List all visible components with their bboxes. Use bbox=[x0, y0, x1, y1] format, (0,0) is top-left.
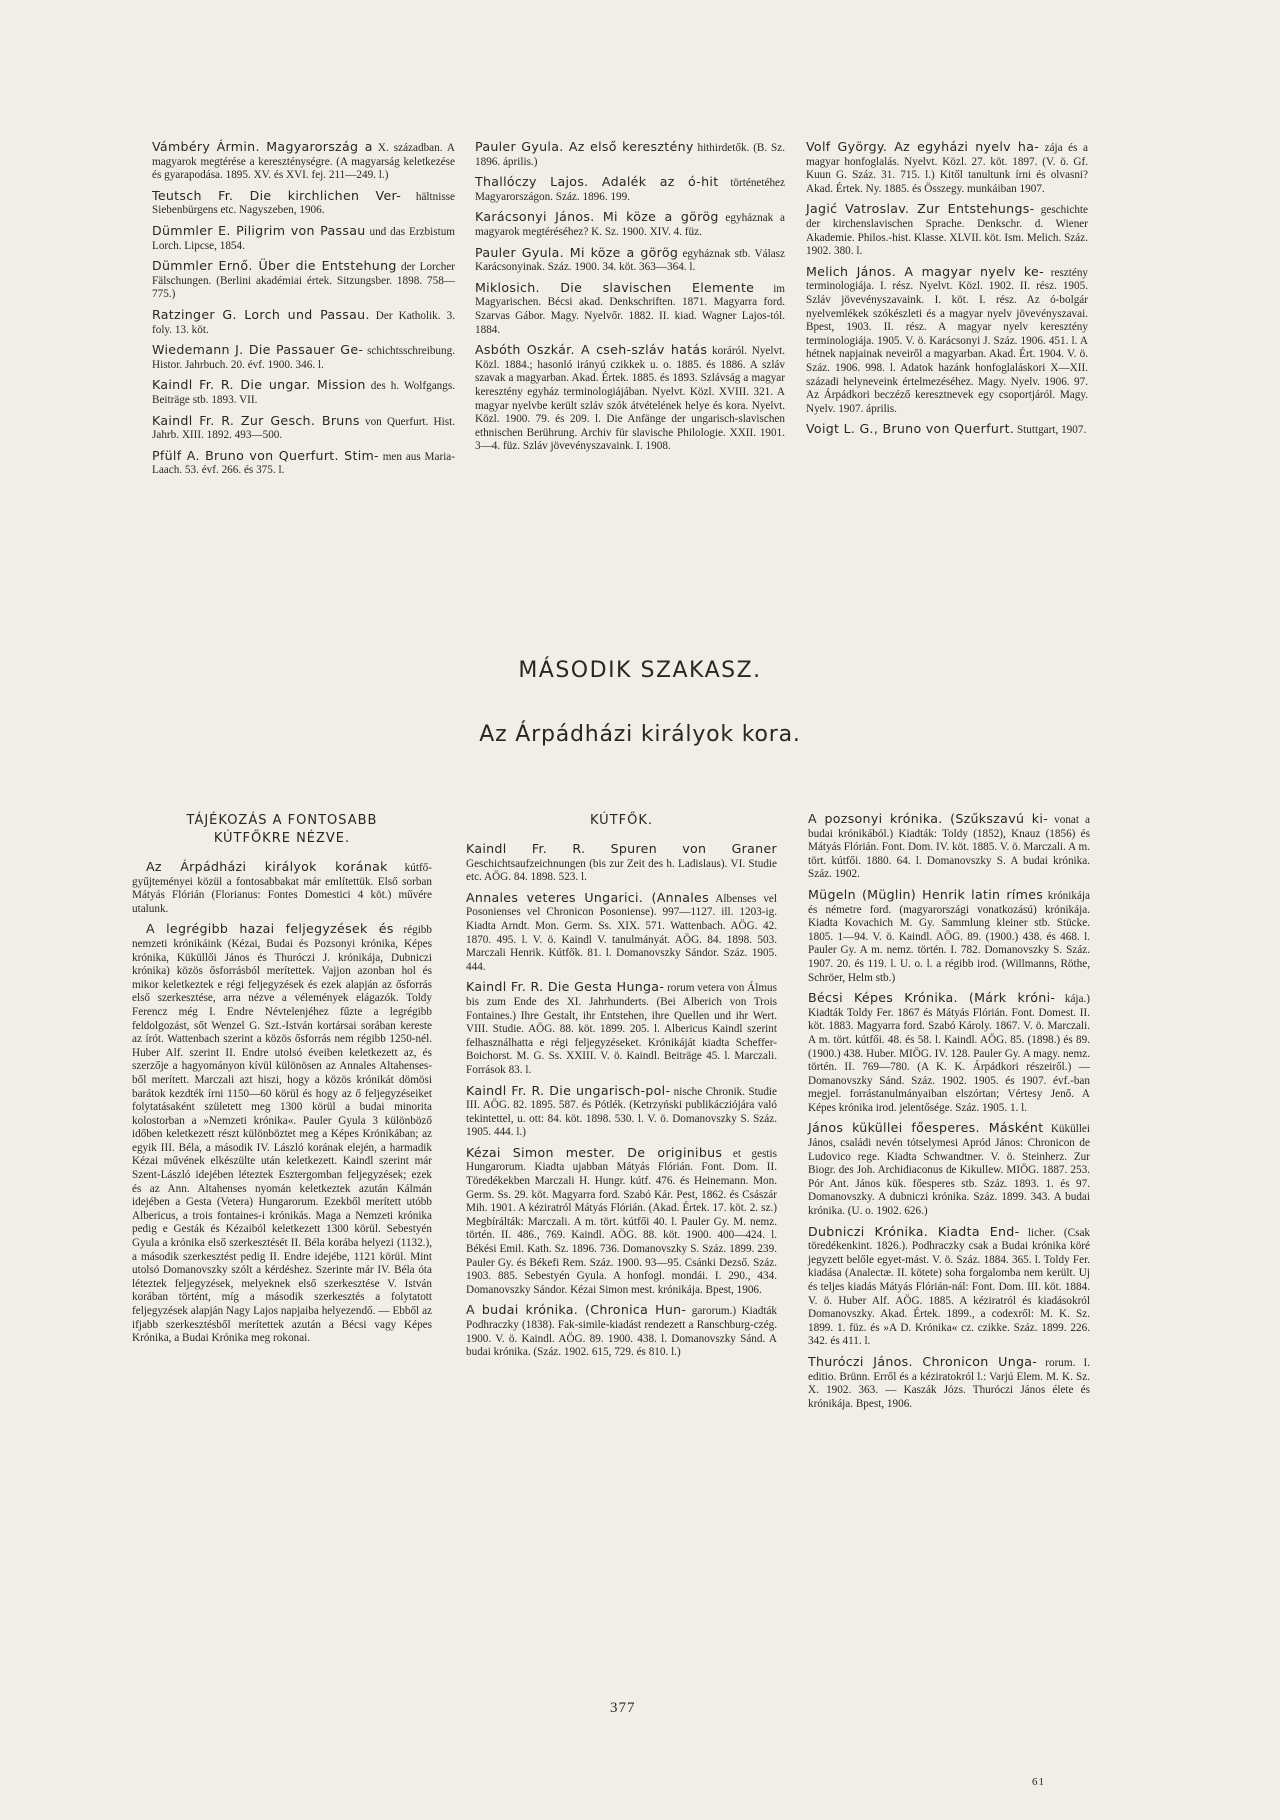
bibliography-entry bbox=[152, 140, 455, 183]
entry-body: des h. Wolfgangs. Beiträge stb. 1893. VII. bbox=[152, 380, 455, 406]
entry-heading: A pozsonyi krónika. (Szűkszavú ki- bbox=[808, 811, 1049, 826]
bottom-column-3 bbox=[808, 812, 1090, 1417]
bibliography-entry bbox=[466, 891, 777, 975]
bibliography-entry bbox=[466, 842, 777, 885]
entry-heading: Wiedemann J. Die Passauer Ge- bbox=[152, 342, 364, 358]
entry-body: hältnisse Siebenbürgens etc. Nagyszeben, 1906. bbox=[152, 190, 455, 217]
entry-body: történetéhez Magyarországon. Száz. 1896. 199. bbox=[475, 177, 785, 203]
entry-body: Stuttgart, 1907. bbox=[1016, 424, 1087, 437]
entry-body: und das Erzbistum Lorch. Lipcse, 1854. bbox=[152, 225, 455, 252]
entry-body: nische Chronik. Studie III. AÖG. 82. 1895. 587. és Pótlék. (Ketrzyński publikácziójára való tekintettel, u. ott: 84. köt. 1898. 530. l. V. ö. Domanovszky S. Száz. 1905. 444. l.) bbox=[466, 1085, 778, 1139]
entry-body: egyháznak stb. Válasz Karácsonyinak. Száz. 1900. 34. köt. 363—364. l. bbox=[475, 247, 785, 274]
paragraph-lead: Az Árpádházi királyok korának bbox=[146, 859, 388, 874]
entry-body: koráról. Nyelvt. Közl. 1884.; hasonló irányú czikkek u. o. 1885. és 1886. A szláv szavak a magyarban. Akad. Értek. 1885. és 1893. Szlávság a magyar keresztény egyház terminologiájában. Nyelvt. Közl. XVIII. 321. A magyar nyelvbe került szláv szók átvételének helye és kora. Nyelvt. Közl. 1900. 79. és 209. l. Die Anfänge der ungarisch-slavischen ethnischen Berührung. Archiv für slavische Philologie. XXII. 1901. 3—4. füz. Szláv jövevényszavaink. I. 1908. bbox=[475, 345, 785, 453]
bibliography-entry bbox=[152, 378, 455, 407]
bibliography-entry bbox=[808, 991, 1090, 1115]
entry-heading: A budai krónika. (Chronica Hun- bbox=[466, 1302, 687, 1318]
entry-body: garorum.) Kiadták Podhraczky (1838). Fak-simile-kiadást rendezett a Ranschburg-czég. 1900. V. ö. Kaindl. AÖG. 89. 1900. 438. l. Domanovszky Sánd. A budai krónika. (Száz. 1902. 615, 729. és 810. l.) bbox=[466, 1305, 777, 1359]
bibliography-entry bbox=[475, 210, 785, 239]
entry-body: vonat a budai krónikából.) Kiadták: Toldy (1852), Knauz (1856) és Mátyás Flórián. Font. Dom. IV. köt. 1885. V. ö. Marczali. A m. tört. kútfői. 1880. 64. l. Domanovszky S. A budai krónika. Száz. 1902. bbox=[808, 814, 1091, 881]
entry-heading: Kaindl Fr. R. Spuren von Graner bbox=[466, 841, 777, 856]
entry-heading: Ratzinger G. Lorch und Passau. bbox=[152, 306, 370, 322]
bottom-column-2 bbox=[466, 812, 777, 1366]
entry-heading: Asbóth Oszkár. A cseh-szláv hatás bbox=[475, 342, 708, 358]
page-number: 377 bbox=[610, 1700, 636, 1716]
entry-heading: Kaindl Fr. R. Die ungarisch-pol- bbox=[466, 1082, 671, 1098]
orientation-heading-line1: TÁJÉKOZÁS A FONTOSABB bbox=[186, 813, 378, 828]
signature-mark: 61 bbox=[1032, 1776, 1045, 1788]
bibliography-entry bbox=[475, 343, 785, 454]
entry-heading: Melich János. A magyar nyelv ke- bbox=[806, 263, 1044, 279]
entry-heading: Voigt L. G., Bruno von Querfurt. bbox=[806, 421, 1015, 437]
paragraph-lead: A legrégibb hazai feljegyzések és bbox=[146, 921, 394, 937]
entry-heading: Teutsch Fr. Die kirchlichen Ver- bbox=[152, 187, 402, 203]
entry-body: zája és a magyar honfoglalás. Nyelvt. Közl. 27. köt. 1897. (V. ö. Gf. Kuun G. Száz. 31. 715. l.) Kitől tanultunk írni és olvasni? Akad. Értek. Ny. 1885. és Összegy. munkáiban 1907. bbox=[806, 142, 1089, 195]
bibliography-entry bbox=[806, 202, 1088, 258]
entry-body: krónikája és németre ford. (magyarországi vonatkozású) krónikája. Kiadta Kovachich M. Gy. Sammlung kleiner stb. Stücke. 1805. 1—94. V. ö. Kaindl. AÖG. 89. (1900.) 438. és 468. l. Pauler Gy. A m. nemz. történ. I. 782. Domanovszky S. Száz. 1907. 20. és 119. l. U. o. l. a régibb irod. (Willmanns, Röthe, Schröer, Helm stb.) bbox=[808, 889, 1090, 984]
top-column-1 bbox=[152, 140, 455, 484]
entry-body: X. században. A magyarok megtérése a kereszténységre. (A magyarság keletkezése és gyarapodása. 1895. XV. és XVI. fej. 211—249. l.) bbox=[152, 142, 455, 182]
orientation-heading-line2: KÚTFŐKRE NÉZVE. bbox=[213, 831, 351, 846]
body-paragraph bbox=[132, 922, 432, 1345]
entry-heading: Kaindl Fr. R. Die ungar. Mission bbox=[152, 377, 366, 393]
entry-heading: Dümmler Ernő. Über die Entstehung bbox=[152, 258, 397, 274]
entry-body: licher. (Csak töredékenkint. 1826.). Podhraczky csak a Budai krónika köré jegyzett belőle egyet-mást. V. ö. Száz. 1884. 365. l. Toldy Fer. kiadása (Analectæ. II. kötete) soha forgalomba nem került. Uj és teljes kiadás Mátyás Flórián-nál: Font. Dom. III. köt. 1884. V. ö. Huber Alf. AÖG. 1885. A kéziratról és kiadásokról Domanovszky. Akad. Értek. 1899., a codexről: M. K. Sz. 1899. 1. füz. és »A D. Krónika« cz. czikke. Száz. 1899. 226. 342. és 411. l. bbox=[808, 1226, 1091, 1348]
entry-heading: Miklosich. Die slavischen Elemente bbox=[475, 279, 755, 295]
bibliography-entry bbox=[152, 343, 455, 372]
entry-heading: Dubniczi Krónika. Kiadta End- bbox=[808, 1223, 1020, 1239]
entry-heading: János küküllei főesperes. Másként bbox=[808, 1120, 1044, 1136]
entry-heading: Thuróczi János. Chronicon Unga- bbox=[808, 1353, 1038, 1369]
paragraph-body: kútfő-gyűjteményei közül a fontosabbakat már említettük. Első sorban Mátyás Flórián (Florianus: Fontes Domestici 4 köt.) művére utalunk. bbox=[132, 862, 432, 915]
entry-heading: Pfülf A. Bruno von Querfurt. Stim- bbox=[152, 447, 379, 463]
bottom-column-1 bbox=[132, 812, 432, 1352]
entry-heading: Jagić Vatroslav. Zur Entstehungs- bbox=[806, 201, 1035, 217]
entry-body: Albenses vel Posonienses vel Chronicon Posoniense). 997—1127. ill. 1203-ig. Kiadta Arndt. Mon. Germ. Ss. XIX. 571. Wattenbach. AÖG. 42. 1870. 495. l. V. ö. Kaindl V. tanulmányát. AÖG. 84. 1898. 503. Marczali Henrik. Kútfők. 81. l. Domanovszky Sándor. Száz. 1905. 444. bbox=[466, 892, 777, 973]
entry-heading: Thallóczy Lajos. Adalék az ó-hit bbox=[475, 174, 719, 190]
entry-body: Geschichtsaufzeichnungen (bis zur Zeit des h. Ladislaus). VI. Studie etc. AÖG. 84. 1898. 523. l. bbox=[466, 857, 777, 884]
bibliography-entry bbox=[475, 246, 785, 275]
entry-body: der Lorcher Fälschungen. (Berlini akadémiai értek. Sitzungsber. 1898. 758—775.) bbox=[152, 261, 455, 301]
bibliography-entry bbox=[808, 1355, 1090, 1411]
bibliography-entry bbox=[152, 308, 455, 337]
orientation-heading bbox=[132, 812, 432, 848]
entry-body: men aus Maria-Laach. 53. évf. 266. és 375. l. bbox=[152, 450, 455, 477]
section-title: Az Árpádházi királyok kora. bbox=[479, 722, 801, 747]
entry-heading: Dümmler E. Piligrim von Passau bbox=[152, 222, 366, 238]
entry-body: geschichte der kirchenslavischen Sprache. Denkschr. d. Wiener Akademie. Philos.-hist. Klasse. XLVII. köt. Ism. Melich. Száz. 1902. 380. l. bbox=[806, 204, 1088, 258]
top-column-2 bbox=[475, 140, 785, 460]
entry-heading: Pauler Gyula. Mi köze a görög bbox=[475, 244, 679, 260]
bibliography-entry bbox=[466, 1146, 777, 1298]
entry-body: rorum vetera von Álmus bis zum Ende des XI. Jahrhunderts. (Bei Alberich von Trois Fontaines.) Ihre Gestalt, ihr Entstehen, ihre Quellen und ihr Wert. VIII. Studie. AÖG. 88. köt. 1899. 205. l. Albericus Kaindl szerint felhasználhatta e régi feljegyzéseket. Krónikáját kiadta Scheffer-Boichorst. M. G. Ss. XXIII. V. ö. Kaindl. Beiträge 45. l. Marczali. Források 83. l. bbox=[466, 982, 778, 1076]
bibliography-entry bbox=[808, 812, 1090, 882]
bibliography-entry bbox=[808, 1225, 1090, 1349]
bibliography-entry bbox=[152, 449, 455, 478]
entry-body: resztény terminologiája. I. rész. Nyelvt. Közl. 1902. II. rész. 1905. Szláv jövevényszavaink. I. köt. I. rész. Az ó-bolgár nyelvemlékek szókészleti és a magyar nyelv jövevényszavai. Bpest, 1903. II. rész. A magyar nyelv keresztény terminologiája. 1905. V. ö. Karácsonyi J. Száz. 1906. 451. l. A hétnek napjainak neveiről a magyarban. Akad. Ért. 1904. V. ö. Száz. 1906. 998. l. Adatok hazánk honfoglaláskori X—XII. századi helyneveink értelmezéséhez. Magy. Nyelv. 1906. 97. Az Árpádkori beczéző keresztnevek egy csoportjáról. Magy. Nyelv. 1907. április. bbox=[806, 266, 1089, 415]
entry-body: egyháznak a magyarok megtéréséhez? K. Sz. 1900. XIV. 4. füz. bbox=[475, 212, 786, 238]
entry-heading: Karácsonyi János. Mi köze a görög bbox=[475, 209, 719, 225]
entry-heading: Mügeln (Müglin) Henrik latin rímes bbox=[808, 886, 1044, 902]
entry-body: Küküllei János, családi nevén tótselymesi Apród János: Chronicon de Ludovico rege. Kiadta Schwandtner. V. ö. Steinherz. Zur Biogr. des Joh. Archidiaconus de Kikullew. MIÖG. 1887. 253. Pór Ant. János kük. főesperes stb. Száz. 1893. 1. és 97. Domanovszky. A dubniczi krónika. Száz. 1899. 343. A budai krónika. (U. o. 1902. 626.) bbox=[808, 1123, 1090, 1218]
entry-body: von Querfurt. Hist. Jahrb. XIII. 1892. 493—500. bbox=[152, 415, 456, 442]
entry-heading: Vámbéry Ármin. Magyarország a bbox=[152, 139, 373, 154]
bibliography-entry bbox=[475, 175, 785, 204]
bibliography-entry bbox=[152, 414, 455, 443]
bibliography-entry bbox=[475, 140, 785, 169]
section-label: MÁSODIK SZAKASZ. bbox=[518, 658, 762, 683]
entry-heading: Kézai Simon mester. De originibus bbox=[466, 1144, 723, 1160]
paragraph-body: régibb nemzeti krónikáink (Kézai, Budai és Pozsonyi krónika, Képes krónika, Küküllői János és Thuróczi J. krónikája, Dubniczi krónika) közös ősforrásból merítettek. Vajjon azonban hol és mikor keletkeztek e régi feljegyzések és ezek alapján az ősforrás első szerkesztése, arra nézve a vélemények elágazók. Toldy Ferencz még I. Endre Névtelenjéhez fűzte a legrégibb feldolgozást, sőt Wenzel G. Szt.-István kortársai sorában kereste az írót. Wattenbach szerint a közös ősforrás nem régibb 1250-nél. Huber Alf. szerint II. Endre utolsó éveiben keletkezett az, és szerzője a hagyományon kívül különösen az Annales Altahenses-ből merített. Marczali azt hiszi, hogy a közös krónikát dömösi barátok kezdték írni 1150—60 körül és hogy az ő feljegyzéseiket folytatásaként született meg 1300 körül a budai minorita kolostorban a »Nemzeti krónika«. Pauler Gyula 3 különböző időben keletkezett részt különböztet meg a Képes Krónikában; az egyik III. Béla, a második IV. László korának elején, a harmadik Kézai művének elkészülte után keletkezett. Kaindl szerint már Szent-László idejében léteztek Esztergomban feljegyzések; ezek és az Ann. Altahenses nyomán keletkeztek azután Kálmán idejében a Gesta (Vetera) Hungarorum. Ezekből merített utóbb Albericus, a trois fontaines-i krónikás. Maga a Nemzeti krónika pedig e Gesták és Kézaiból keletkezett 1300 körül. Sebestyén Gyula a krónika első szerkesztését II. Béla korába helyezi (1132.), a második szerkesztést pedig II. Endre idejébe, 1121 körül. Mint utolsó Domanovszky szólt a kérdéshez. Szerinte már IV. Béla óta léteztek feljegyzések, melyeknek első szerkesztése V. István korában történt, míg a második szerkesztés a folytatott feljegyzések alapján Nagy Lajos napjaiba helyezendő. — Ebből az ifjabb szerkesztésből merítettek azután a Bécsi vagy Képes Krónika, a Budai Krónika meg rokonai. bbox=[132, 924, 432, 1345]
bibliography-entry bbox=[475, 281, 785, 337]
entry-body: kája.) Kiadták Toldy Fer. 1867 és Mátyás Flórián. Font. Domest. II. köt. 1883. Magyarra ford. Szabó Károly. 1867. V. ö. Marczali. A m. tört. kútfői. 48. és 58. l. Kaindl. AÖG. 85. (1898.) és 89. (1900.) 438. Huber. MIÖG. IV. 128. Pauler Gy. A magy. nemz. történ. II. 769—780. (A K. K. Árpádkori részeiről.) — Domanovszky Sánd. Száz. 1902. 1905. és 1907. évf.-ban megjel. forrástanulmányaiban elszórtan; Vértesy Jenő. A Képes krónika irod. jelentősége. Száz. 1905. 1. l. bbox=[808, 993, 1090, 1114]
bibliography-entry bbox=[152, 259, 455, 302]
bibliography-entry bbox=[808, 1121, 1090, 1218]
entry-body: rorum. I. editio. Brünn. Erről és a kéziratokról l.: Varjú Elem. M. K. Sz. X. 1902. 363. — Kaszák Józs. Thuróczi János élete és krónikája. Bpest, 1906. bbox=[808, 1356, 1091, 1410]
bibliography-entry bbox=[152, 189, 455, 218]
bibliography-entry bbox=[806, 422, 1088, 438]
entry-body: Der Katholik. 3. foly. 13. köt. bbox=[152, 309, 455, 336]
top-column-3 bbox=[806, 140, 1088, 444]
entry-heading: Annales veteres Ungarici. (Annales bbox=[466, 889, 709, 905]
entry-heading: Kaindl Fr. R. Die Gesta Hunga- bbox=[466, 979, 665, 995]
bibliography-entry bbox=[808, 888, 1090, 985]
sources-heading: KÚTFŐK. bbox=[590, 813, 653, 828]
entry-heading: Kaindl Fr. R. Zur Gesch. Bruns bbox=[152, 412, 360, 428]
entry-heading: Pauler Gyula. Az első keresztény bbox=[475, 139, 694, 154]
entry-heading: Bécsi Képes Krónika. (Márk króni- bbox=[808, 990, 1056, 1006]
bibliography-entry bbox=[466, 1084, 777, 1140]
bibliography-entry bbox=[152, 224, 455, 253]
entry-body: hithirdetők. (B. Sz. 1896. április.) bbox=[475, 142, 786, 168]
bibliography-entry bbox=[806, 140, 1088, 196]
bibliography-entry bbox=[806, 265, 1088, 417]
entry-body: schichtsschreibung. Histor. Jahrbuch. 20. évf. 1900. 346. l. bbox=[152, 345, 455, 371]
bibliography-entry bbox=[466, 1303, 777, 1359]
entry-heading: Volf György. Az egyházi nyelv ha- bbox=[806, 139, 1040, 154]
body-paragraph bbox=[132, 860, 432, 916]
bibliography-entry bbox=[466, 980, 777, 1077]
entry-body: im Magyarischen. Bécsi akad. Denkschriften. 1871. Magyarra ford. Szarvas Gábor. Magy. Nyelvőr. 1882. II. kiad. Wagner Lajos-tól. 1884. bbox=[475, 282, 785, 336]
entry-body: et gestis Hungarorum. Kiadta ujabban Mátyás Flórián. Font. Dom. II. Töredékekben Marczali H. Hungr. kútf. 476. és Heinemann. Mon. Germ. Ss. 29. köt. Magyarra ford. Szabó Kár. Pest, 1862. és Császár Mih. 1901. A kéziratról Mátyás Flórián. (Akad. Értek. 17. köt. 2. sz.) Megbírálták: Marczali. A m. tört. kútfői 40. l. Pauler Gy. M. nemz. történ. II. 486., 769. Kaindl. AÖG. 88. köt. 1900. 400—424. l. Békési Emil. Kath. Sz. 1896. 736. Domanovszky S. Száz. 1899. 239. Pauler Gy. és Békefi Rem. Száz. 1900. 93—95. Csánki Dezső. Száz. 1903. 885. Sebestyén Gyula. A honfogl. mondái. I. 290., 434. Domanovszky Sándor. Kézai Simon mest. krónikája. Bpest, 1906. bbox=[466, 1147, 778, 1296]
